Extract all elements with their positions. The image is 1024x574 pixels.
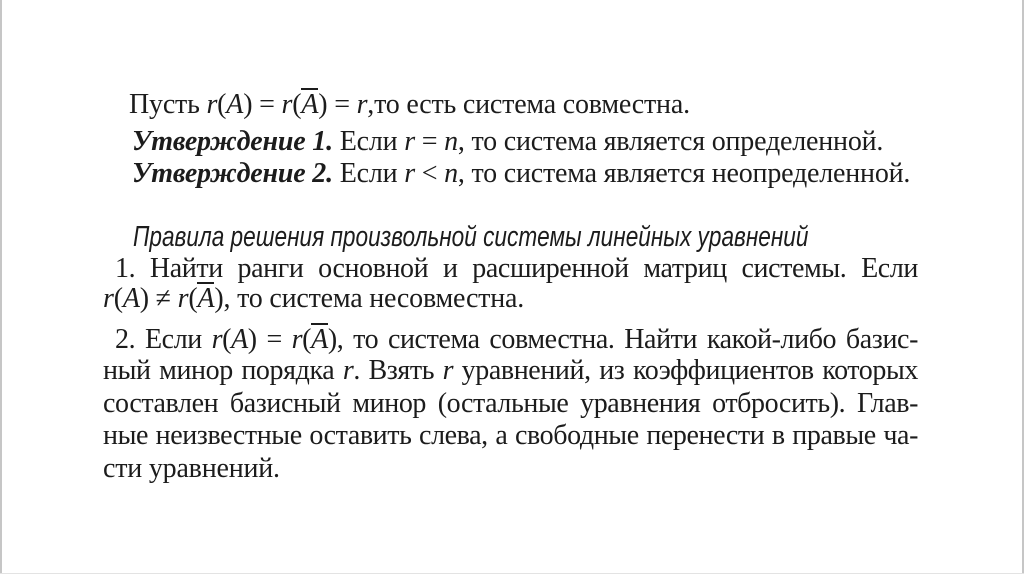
text-run: 1. Найти ранги основной и расширенной матриц системы. Если (115, 253, 918, 284)
rule-2-line-3 (103, 389, 918, 419)
screen-left-edge-line (0, 0, 2, 573)
rule-2-line-4 (103, 421, 918, 451)
statement-2 (103, 159, 918, 189)
text-run: ный минор порядка (103, 355, 343, 386)
text-run: уравнений, из коэффициентов которых (453, 355, 918, 386)
math-var: n (444, 126, 458, 157)
math-var-overbar: A (197, 283, 215, 314)
text-run: ( (188, 283, 198, 314)
text-run: , то система является неопределенной. (457, 158, 911, 189)
text-run: ) = (247, 324, 292, 355)
math-var: r (211, 324, 223, 355)
math-var: n (444, 158, 458, 189)
math-var: r (206, 89, 218, 120)
math-var: r (281, 89, 293, 120)
text-run: Если (332, 126, 405, 157)
statement-label: Утверждение 2. (132, 158, 333, 189)
text-run: ) = (318, 89, 357, 120)
math-var: r (177, 283, 189, 314)
rules-heading (133, 221, 809, 253)
math-var: r (103, 283, 114, 314)
rule-2-line-1 (103, 323, 918, 355)
para-premise (103, 88, 918, 120)
text-run: ( (292, 89, 302, 120)
math-var: r (342, 355, 354, 386)
text-run: составлен базисный минор (остальные уравнения отбросить). Глав- (103, 388, 918, 419)
rule-2-line-2 (103, 356, 918, 386)
rule-1-line-2 (103, 282, 918, 314)
statement-label: Утверждение 1. (132, 126, 333, 157)
text-run: Правила решения произвольной системы линейных уравнений (133, 221, 809, 253)
text-run: ные неизвестные оставить слева, а свободные перенести в правые ча- (103, 420, 918, 451)
text-run: ( (302, 324, 312, 355)
rule-1-line-1 (103, 254, 918, 284)
text-run: ) ≠ (139, 283, 178, 314)
math-var: r (404, 126, 415, 157)
math-var-overbar: A (311, 324, 328, 355)
text-run: . Взять (353, 355, 443, 386)
math-var: r (404, 158, 415, 189)
text-run: ) = (243, 89, 282, 120)
text-run: ), то система несовместна. (214, 283, 525, 314)
text-run: , то система является определенной. (457, 126, 884, 157)
math-var: A (226, 89, 244, 120)
text-run: ), то система совместна. Найти какой-либо базис- (327, 324, 918, 355)
text-run: сти уравнений. (103, 453, 280, 484)
math-var: A (231, 324, 248, 355)
text-run: ( (217, 89, 227, 120)
text-run: ,то есть система совместна. (367, 89, 690, 120)
text-run: = (414, 126, 445, 157)
math-var: A (122, 283, 140, 314)
text-run: < (414, 158, 445, 189)
text-block (103, 0, 918, 574)
math-var: r (442, 355, 454, 386)
math-var-overbar: A (301, 89, 319, 120)
text-run: Пусть (129, 89, 207, 120)
text-run: ( (113, 283, 123, 314)
text-run: ( (222, 324, 232, 355)
math-var: r (291, 324, 303, 355)
text-run: 2. Если (115, 324, 212, 355)
text-run: Если (332, 158, 405, 189)
math-var: r (356, 89, 368, 120)
rule-2-line-5 (103, 454, 918, 484)
statement-1 (103, 127, 918, 157)
